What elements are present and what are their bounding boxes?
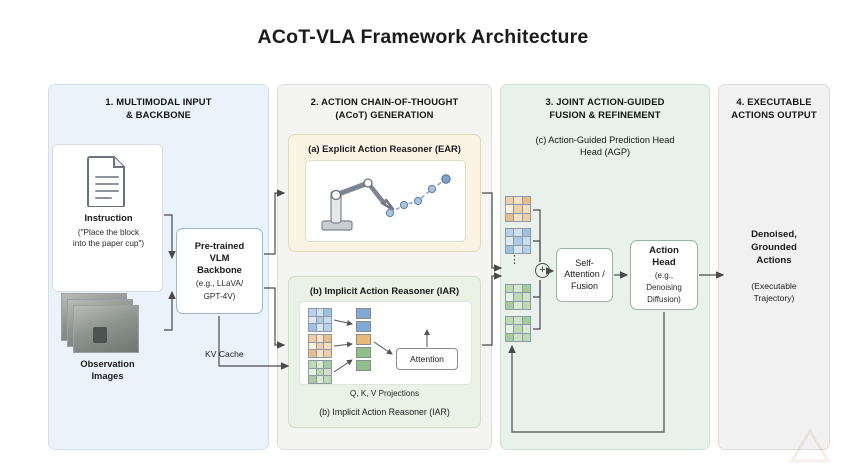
ellipsis-icon: ⋮ — [509, 254, 520, 266]
watermark-icon — [790, 429, 830, 463]
feature-cube-green-2 — [505, 316, 531, 342]
page-title: ACoT-VLA Framework Architecture — [257, 26, 589, 48]
iar-footer-label: (b) Implicit Action Reasoner (IAR) — [319, 407, 450, 417]
instruction-label: Instruction — [84, 213, 133, 223]
column-1-heading: 1. MULTIMODAL INPUT & BACKBONE — [105, 96, 212, 120]
ear-title: (a) Explicit Action Reasoner (EAR) — [308, 143, 461, 154]
self-attention-fusion-node: Self- Attention / Fusion — [556, 248, 613, 302]
iar-diagram — [299, 301, 472, 385]
observation-label: Observation Images — [80, 359, 135, 381]
image-stack-icon — [73, 305, 139, 353]
instruction-text: ("Place the block into the paper cup") — [72, 228, 145, 248]
instruction-card — [52, 144, 163, 292]
sum-node: + — [535, 263, 550, 278]
attention-node: Attention — [396, 348, 458, 370]
vlm-backbone-node: Pre-trained VLM Backbone (e.g., LLaVA/ GPT-4V) — [176, 228, 263, 314]
observation-images — [52, 288, 163, 398]
feature-cube-blue — [505, 228, 531, 254]
column-executable-output — [718, 84, 830, 450]
column-4-heading: 4. EXECUTABLE ACTIONS OUTPUT — [731, 96, 817, 120]
implicit-action-reasoner-card — [288, 276, 481, 428]
document-icon — [86, 155, 128, 207]
iar-arrows — [300, 302, 473, 386]
column-2-heading: 2. ACTION CHAIN-OF-THOUGHT (ACoT) GENERATION — [310, 96, 459, 120]
agp-title: (c) Action-Guided Prediction Head Head (AGP) — [535, 135, 675, 157]
feature-cube-orange — [505, 196, 531, 222]
qkv-caption: Q, K, V Projections — [349, 389, 420, 398]
robot-arm-icon — [305, 160, 466, 242]
explicit-action-reasoner-card — [288, 134, 481, 252]
iar-title: (b) Implicit Action Reasoner (IAR) — [309, 285, 460, 296]
kv-cache-label: KV Cache — [205, 349, 244, 359]
feature-cube-green-1 — [505, 284, 531, 310]
column-3-heading: 3. JOINT ACTION-GUIDED FUSION & REFINEMENT — [545, 96, 665, 120]
output-subtext: (Executable Trajectory) — [751, 281, 797, 303]
action-head-node: Action Head (e.g., Denoising Diffusion) — [630, 240, 698, 310]
output-text: Denoised, Grounded Actions — [751, 229, 797, 266]
